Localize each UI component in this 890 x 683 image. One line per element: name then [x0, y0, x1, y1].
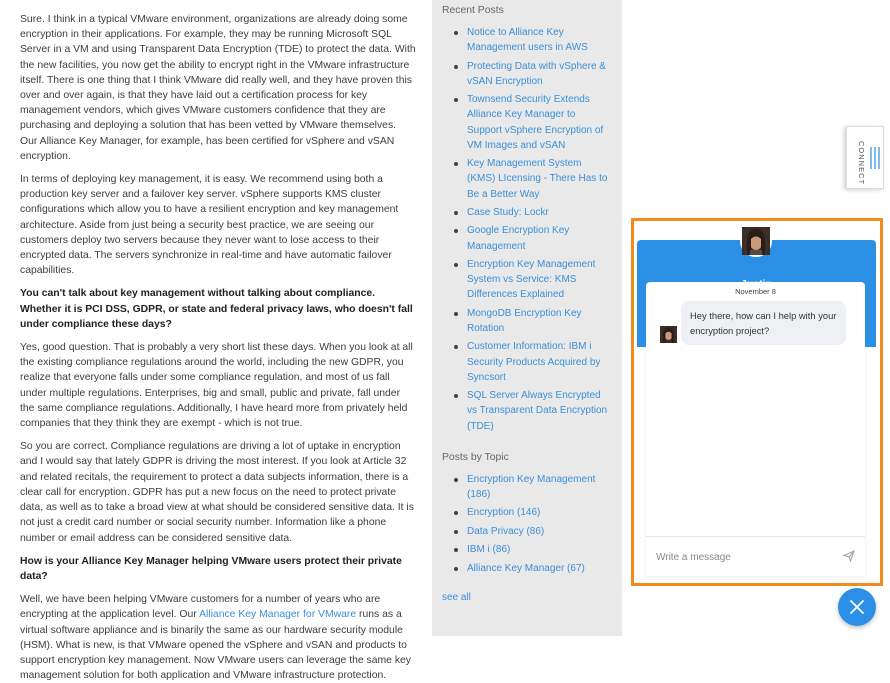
topic-link[interactable]: Data Privacy (86) [467, 525, 545, 537]
recent-post-link[interactable]: Customer Information: IBM i Security Products Acquired by Syncsort [467, 341, 601, 383]
recent-post-item [454, 257, 612, 303]
article-paragraph: In terms of deploying key management, it is easy. We recommend using both a production key server and a failover key server. vSphere supports KMS cluster configurations which allow you to have a resilient encryption and key management architecture. Aside from just being a security best practice, we are seeing our customers deploy two servers because they never want to lose access to their encrypted data. The servers synchronize in real-time and have automatic failover capabilities. [20, 174, 399, 277]
recent-post-link[interactable]: Townsend Security Extends Alliance Key Manager to Support vSphere Encryption of VM Images and vSAN [467, 94, 604, 151]
interview-question: How is your Alliance Key Manager helping VMware users protect their private data? [20, 555, 402, 582]
agent-avatar-icon [742, 227, 770, 255]
recent-post-item [454, 223, 612, 253]
product-link[interactable]: Alliance Key Manager for VMware [199, 609, 357, 621]
paragraph-text: runs as a virtual software appliance and is binarily the same as our hardware security module (HSM). What is new, is that VMware opened the vSphere and vSAN and products to support encryption key management. Now VMware users can leverage the same key management solution for both application and VMware infrastructure protection. [20, 609, 411, 682]
recent-posts-heading: Recent Posts [442, 5, 504, 16]
recent-post-link[interactable]: Google Encryption Key Management [467, 225, 570, 252]
send-button[interactable] [839, 547, 859, 567]
recent-post-item [454, 156, 612, 202]
recent-post-item [454, 306, 612, 336]
recent-post-item [454, 388, 612, 434]
connect-lines-icon [870, 147, 880, 169]
message-avatar-icon [660, 326, 677, 343]
chat-conversation [646, 282, 865, 576]
paragraph-text: Well, we have been helping VMware customers for a number of years who are encrypting at the application level. Our [20, 594, 381, 621]
recent-post-link[interactable]: SQL Server Always Encrypted vs Transparent Data Encryption (TDE) [467, 390, 608, 432]
recent-post-link[interactable]: MongoDB Encryption Key Rotation [467, 307, 582, 334]
recent-post-link[interactable]: Notice to Alliance Key Management users in AWS [467, 27, 588, 54]
topic-link[interactable]: Encryption Key Management (186) [467, 473, 596, 500]
recent-post-item [454, 339, 612, 385]
topic-item [454, 561, 612, 576]
send-icon [843, 550, 855, 562]
recent-posts-list [454, 25, 612, 434]
connect-label: CONNECT [857, 141, 866, 186]
article-paragraph: Sure. I think in a typical VMware environment, organizations are already doing some encryption in their applications. For example, they may be running Microsoft SQL Server in a VM and using Transparent Data Encryption (TDE) to protect the data. With the new facilities, you now get the ability to encrypt right in the VMware infrastructure itself. There is one thing that I think VMware did really well, and they have proven this over and over again, is that they have laid out a certification process for key management vendors, which gives VMware customers confidence that they are purchasing and deploying a solution that has been vetted by VMware themselves. Our Alliance Key Manager, for example, has been certified for vSphere and vSAN encryption. [20, 14, 416, 162]
agent-avatar [740, 225, 772, 257]
topic-item [454, 505, 612, 520]
see-all-topics-link[interactable]: see all [442, 591, 471, 603]
topic-item [454, 524, 612, 539]
recent-post-link[interactable]: Key Management System (KMS) LIcensing - There Has to Be a Better Way [467, 158, 608, 200]
connect-tab[interactable] [846, 126, 884, 189]
posts-by-topic-heading: Posts by Topic [442, 451, 509, 463]
topic-item [454, 472, 612, 502]
topic-link[interactable]: IBM i (86) [467, 544, 511, 556]
blog-article [0, 0, 432, 682]
recent-post-item [454, 205, 612, 220]
agent-message-bubble: Hey there, how can I help with your encryption project? [681, 301, 846, 345]
message-input[interactable] [656, 546, 831, 568]
message-composer [646, 536, 865, 576]
topic-link[interactable]: Alliance Key Manager (67) [467, 562, 585, 574]
chat-close-button[interactable] [838, 588, 876, 626]
topics-list [454, 472, 612, 576]
message-avatar [660, 326, 677, 343]
topic-item [454, 542, 612, 557]
chat-date: November 8 [735, 287, 776, 296]
interview-question: You can't talk about key management without talking about compliance. Whether it is PCI DSS, GDPR, or state and federal privacy laws, who doesn't fall under compliance these days? [20, 288, 413, 330]
recent-post-link[interactable]: Encryption Key Management System vs Service: KMS Differences Explained [467, 258, 596, 301]
article-paragraph: Yes, good question. That is probably a very short list these days. When you look at all the existing compliance regulations around the world, including the new GDPR, you realize that everyone falls under some compliance regulation, and most of us fall under multiple regulations. Enterprises, big and small, public and private, fall under the same compliance regulations. Additionally, I have heard more from privately held companies that they think they are exempt - which is not true. [20, 342, 413, 430]
recent-post-item [454, 92, 612, 153]
chat-widget [637, 223, 876, 580]
recent-post-link[interactable]: Case Study: Lockr [467, 206, 549, 218]
close-icon [849, 599, 865, 615]
article-paragraph: So you are correct. Compliance regulations are driving a lot of uptake in encryption and I would say that lately GDPR is driving the most interest. If you look at Article 32 and related recitals, the requirement to protect a data subjects information, there is a clear call for encryption. GDPR has put a new focus on the need to protect private data, as well as to take a broad view at what should be considered sensitive data. It is not just a credit card number or social security number. Information like a phone number or email address can be considered sensitive data. [20, 441, 414, 544]
recent-post-link[interactable]: Protecting Data with vSphere & vSAN Encryption [467, 60, 606, 87]
recent-post-item [454, 25, 612, 55]
blog-sidebar [432, 0, 622, 636]
article-paragraph [20, 592, 416, 683]
recent-post-item [454, 59, 612, 89]
topic-link[interactable]: Encryption (146) [467, 507, 541, 519]
